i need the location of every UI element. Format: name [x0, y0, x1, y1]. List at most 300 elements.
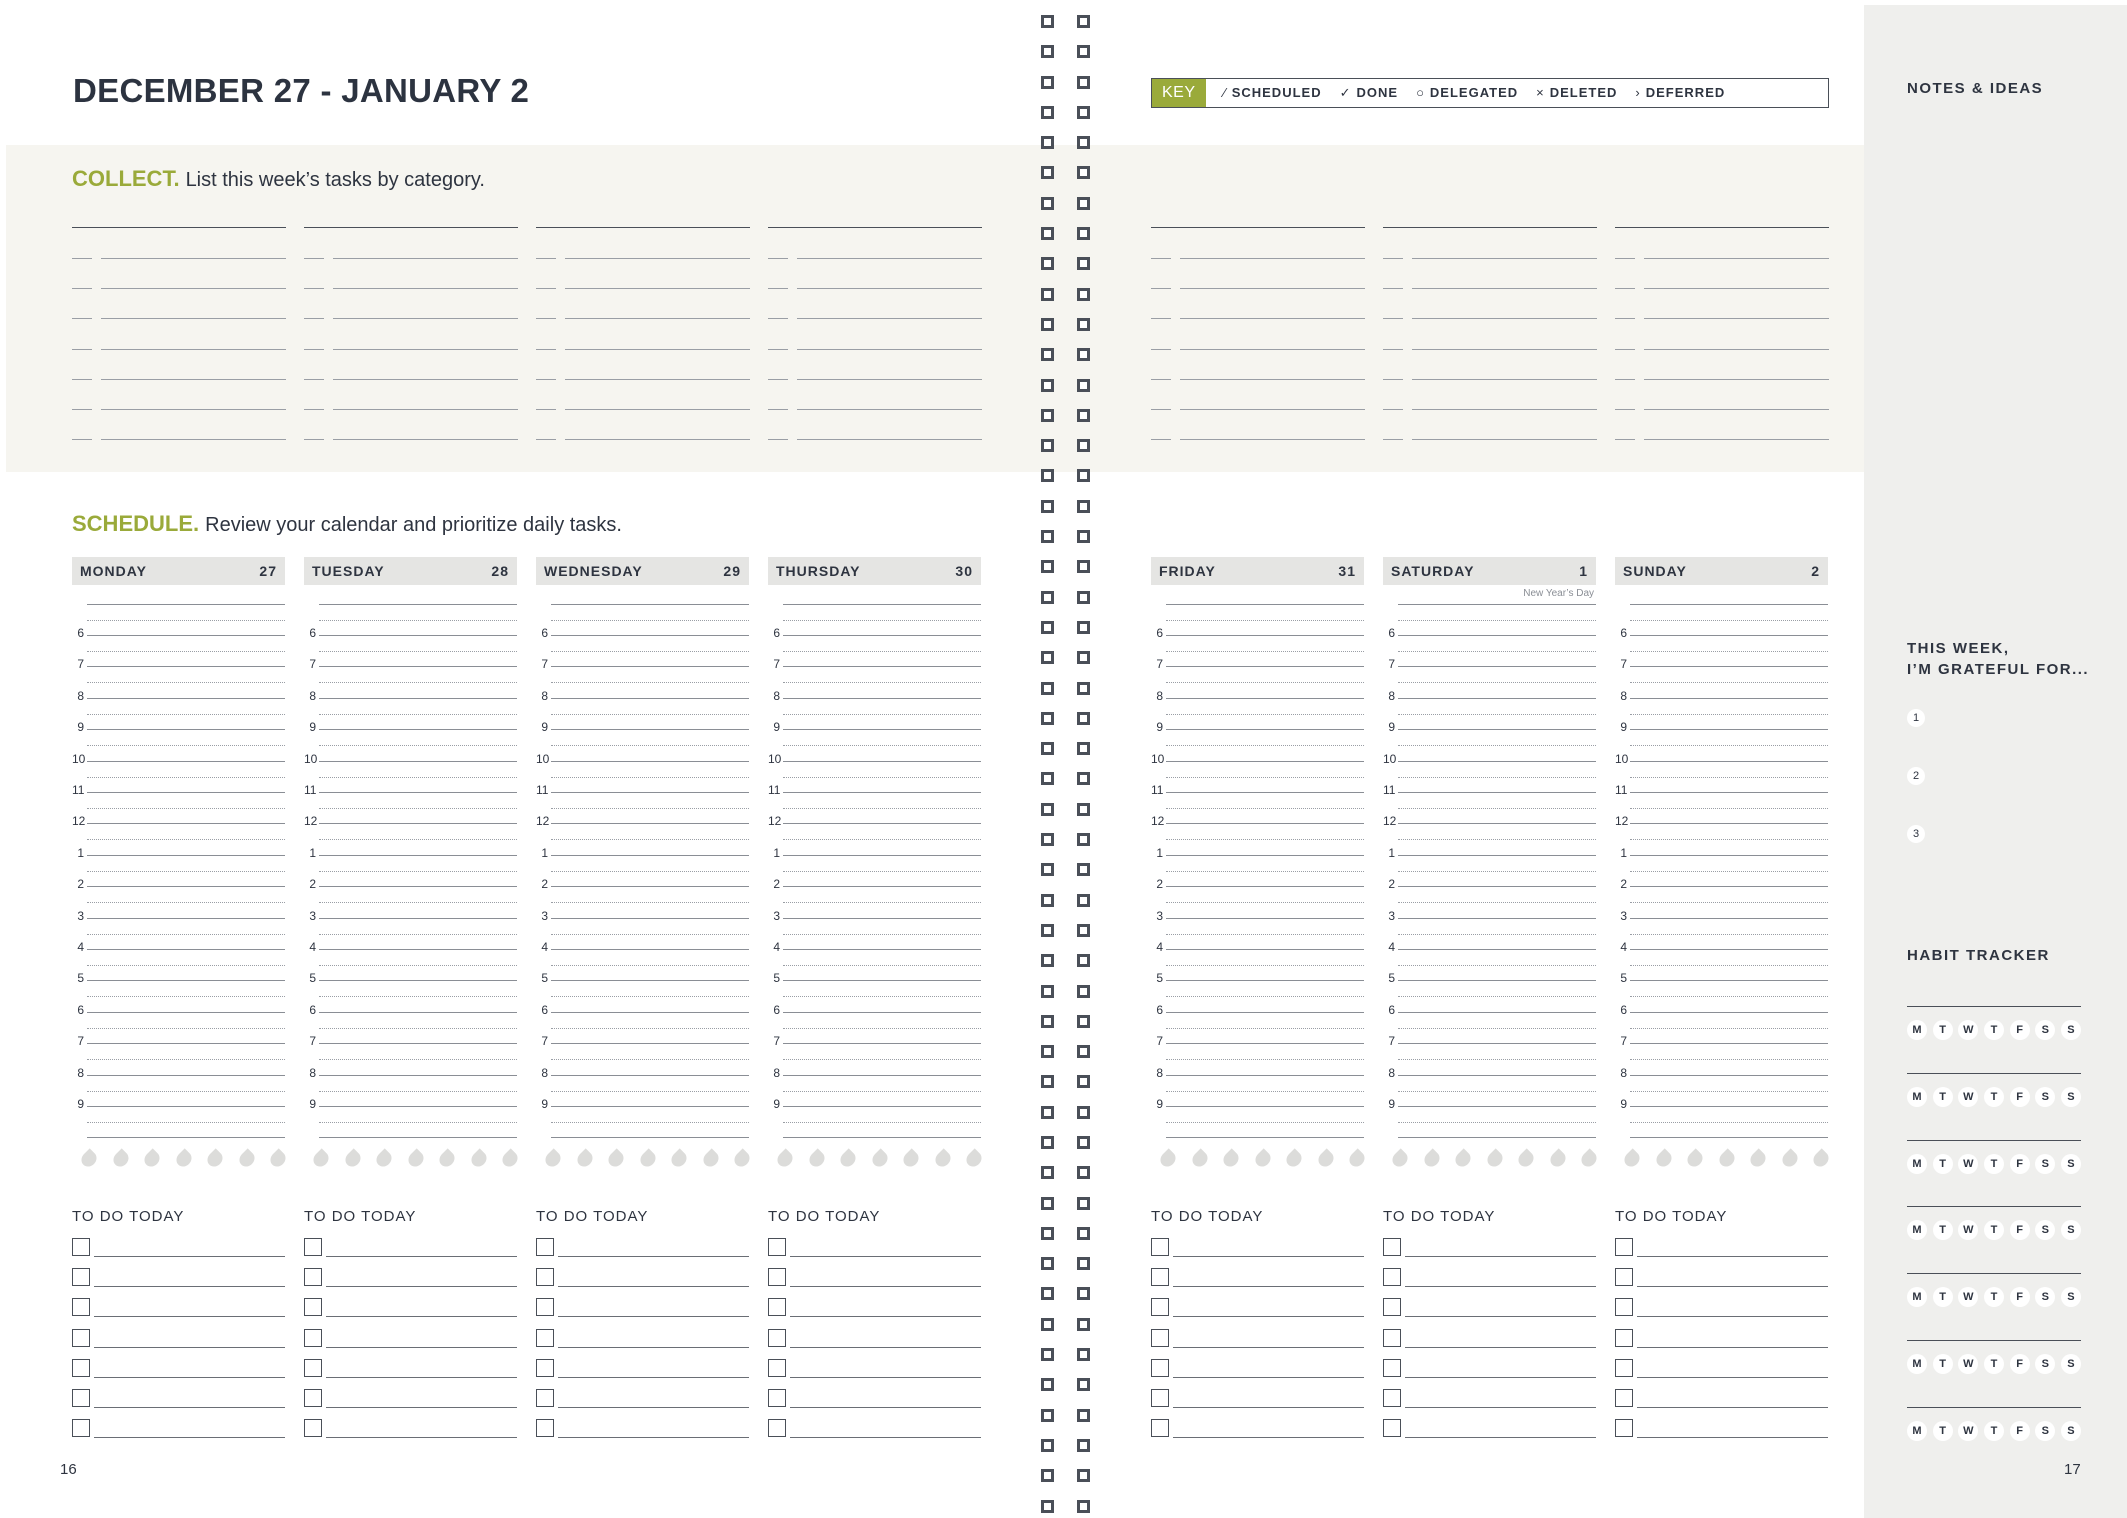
- habit-day-circle[interactable]: T: [1984, 1020, 2004, 1040]
- todo-checkbox[interactable]: [304, 1238, 322, 1256]
- collect-task-line[interactable]: [1383, 318, 1597, 320]
- hour-line[interactable]: [783, 1106, 981, 1107]
- todo-text-line[interactable]: [1637, 1437, 1828, 1438]
- habit-day-circle[interactable]: F: [2010, 1287, 2030, 1307]
- water-drop-icon[interactable]: [342, 1148, 363, 1169]
- hour-line[interactable]: [783, 666, 981, 667]
- todo-text-line[interactable]: [326, 1437, 517, 1438]
- collect-task-line[interactable]: [1615, 439, 1829, 441]
- todo-checkbox[interactable]: [1615, 1389, 1633, 1407]
- hour-line[interactable]: [1398, 1012, 1596, 1013]
- water-drop-icon[interactable]: [1220, 1148, 1241, 1169]
- hour-line[interactable]: [319, 1106, 517, 1107]
- hour-line[interactable]: [551, 1075, 749, 1076]
- habit-day-circle[interactable]: M: [1907, 1087, 1927, 1107]
- hour-line[interactable]: [1166, 823, 1364, 824]
- hour-line[interactable]: [319, 949, 517, 950]
- hour-line[interactable]: [551, 823, 749, 824]
- collect-task-line[interactable]: [768, 379, 982, 381]
- collect-task-line[interactable]: [72, 349, 286, 351]
- water-drop-icon[interactable]: [373, 1148, 394, 1169]
- collect-task-line[interactable]: [1151, 409, 1365, 411]
- todo-checkbox[interactable]: [1383, 1238, 1401, 1256]
- hour-line[interactable]: [551, 1043, 749, 1044]
- todo-text-line[interactable]: [1405, 1256, 1596, 1257]
- todo-text-line[interactable]: [1405, 1286, 1596, 1287]
- hour-line[interactable]: [551, 980, 749, 981]
- todo-text-line[interactable]: [558, 1256, 749, 1257]
- hour-line[interactable]: [783, 761, 981, 762]
- water-drop-icon[interactable]: [1283, 1148, 1304, 1169]
- hour-line[interactable]: [1630, 729, 1828, 730]
- water-drop-icon[interactable]: [1716, 1148, 1737, 1169]
- todo-text-line[interactable]: [326, 1377, 517, 1378]
- water-drop-icon[interactable]: [1515, 1148, 1536, 1169]
- hour-line[interactable]: [1630, 1012, 1828, 1013]
- todo-text-line[interactable]: [94, 1286, 285, 1287]
- hour-line[interactable]: [87, 1106, 285, 1107]
- todo-text-line[interactable]: [1637, 1256, 1828, 1257]
- habit-day-circle[interactable]: T: [1933, 1421, 1953, 1441]
- todo-checkbox[interactable]: [1615, 1419, 1633, 1437]
- hour-line[interactable]: [551, 949, 749, 950]
- hour-line[interactable]: [1166, 761, 1364, 762]
- schedule-line[interactable]: [1398, 604, 1596, 605]
- todo-text-line[interactable]: [1173, 1316, 1364, 1317]
- hour-line[interactable]: [1398, 635, 1596, 636]
- collect-task-line[interactable]: [768, 409, 982, 411]
- hour-line[interactable]: [783, 792, 981, 793]
- hour-line[interactable]: [319, 729, 517, 730]
- water-drop-icon[interactable]: [1452, 1148, 1473, 1169]
- todo-text-line[interactable]: [1637, 1286, 1828, 1287]
- hour-line[interactable]: [1166, 666, 1364, 667]
- habit-day-circle[interactable]: M: [1907, 1154, 1927, 1174]
- water-drop-icon[interactable]: [1389, 1148, 1410, 1169]
- hour-line[interactable]: [551, 761, 749, 762]
- habit-day-circle[interactable]: T: [1984, 1421, 2004, 1441]
- habit-day-circle[interactable]: S: [2035, 1287, 2055, 1307]
- habit-day-circle[interactable]: W: [1958, 1020, 1978, 1040]
- hour-line[interactable]: [783, 1075, 981, 1076]
- todo-text-line[interactable]: [790, 1316, 981, 1317]
- todo-text-line[interactable]: [326, 1407, 517, 1408]
- todo-checkbox[interactable]: [1615, 1359, 1633, 1377]
- water-drop-icon[interactable]: [963, 1148, 984, 1169]
- habit-day-circle[interactable]: T: [1933, 1354, 1953, 1374]
- collect-task-line[interactable]: [1151, 379, 1365, 381]
- hour-line[interactable]: [87, 666, 285, 667]
- habit-day-circle[interactable]: S: [2035, 1354, 2055, 1374]
- collect-task-line[interactable]: [768, 349, 982, 351]
- todo-checkbox[interactable]: [1383, 1359, 1401, 1377]
- todo-checkbox[interactable]: [768, 1359, 786, 1377]
- todo-checkbox[interactable]: [304, 1359, 322, 1377]
- hour-line[interactable]: [319, 1075, 517, 1076]
- collect-task-line[interactable]: [1615, 349, 1829, 351]
- hour-line[interactable]: [783, 855, 981, 856]
- habit-day-circle[interactable]: W: [1958, 1354, 1978, 1374]
- todo-text-line[interactable]: [326, 1316, 517, 1317]
- hour-line[interactable]: [551, 729, 749, 730]
- hour-line[interactable]: [551, 635, 749, 636]
- category-header-line[interactable]: [304, 227, 518, 228]
- collect-task-line[interactable]: [536, 439, 750, 441]
- hour-line[interactable]: [87, 980, 285, 981]
- hour-line[interactable]: [319, 1043, 517, 1044]
- hour-line[interactable]: [783, 729, 981, 730]
- collect-task-line[interactable]: [768, 318, 982, 320]
- hour-line[interactable]: [1398, 886, 1596, 887]
- hour-line[interactable]: [1398, 1043, 1596, 1044]
- water-drop-icon[interactable]: [405, 1148, 426, 1169]
- hour-line[interactable]: [319, 666, 517, 667]
- habit-name-line[interactable]: [1907, 1407, 2081, 1408]
- todo-checkbox[interactable]: [536, 1329, 554, 1347]
- hour-line[interactable]: [87, 698, 285, 699]
- todo-text-line[interactable]: [326, 1347, 517, 1348]
- hour-line[interactable]: [1630, 886, 1828, 887]
- water-drop-icon[interactable]: [1684, 1148, 1705, 1169]
- collect-task-line[interactable]: [536, 288, 750, 290]
- collect-task-line[interactable]: [1383, 258, 1597, 260]
- water-drop-icon[interactable]: [267, 1148, 288, 1169]
- hour-line[interactable]: [87, 1075, 285, 1076]
- collect-task-line[interactable]: [1383, 379, 1597, 381]
- collect-task-line[interactable]: [304, 288, 518, 290]
- todo-checkbox[interactable]: [72, 1238, 90, 1256]
- hour-line[interactable]: [1398, 823, 1596, 824]
- collect-task-line[interactable]: [1383, 349, 1597, 351]
- collect-task-line[interactable]: [304, 409, 518, 411]
- category-header-line[interactable]: [1151, 227, 1365, 228]
- hour-line[interactable]: [1398, 729, 1596, 730]
- todo-text-line[interactable]: [1173, 1437, 1364, 1438]
- schedule-line[interactable]: [783, 604, 981, 605]
- hour-line[interactable]: [551, 855, 749, 856]
- todo-checkbox[interactable]: [1151, 1359, 1169, 1377]
- todo-text-line[interactable]: [558, 1407, 749, 1408]
- todo-checkbox[interactable]: [768, 1329, 786, 1347]
- hour-line[interactable]: [1166, 729, 1364, 730]
- hour-line[interactable]: [783, 949, 981, 950]
- hour-line[interactable]: [1398, 792, 1596, 793]
- todo-checkbox[interactable]: [72, 1268, 90, 1286]
- water-drop-icon[interactable]: [806, 1148, 827, 1169]
- todo-text-line[interactable]: [94, 1407, 285, 1408]
- todo-checkbox[interactable]: [1615, 1298, 1633, 1316]
- todo-text-line[interactable]: [558, 1347, 749, 1348]
- hour-line[interactable]: [87, 855, 285, 856]
- water-drop-icon[interactable]: [574, 1148, 595, 1169]
- todo-text-line[interactable]: [94, 1437, 285, 1438]
- hour-line[interactable]: [783, 886, 981, 887]
- hour-line[interactable]: [1630, 949, 1828, 950]
- water-drop-icon[interactable]: [236, 1148, 257, 1169]
- habit-name-line[interactable]: [1907, 1140, 2081, 1141]
- water-drop-icon[interactable]: [1484, 1148, 1505, 1169]
- habit-day-circle[interactable]: F: [2010, 1220, 2030, 1240]
- category-header-line[interactable]: [768, 227, 982, 228]
- habit-day-circle[interactable]: T: [1984, 1220, 2004, 1240]
- hour-line[interactable]: [319, 823, 517, 824]
- hour-line[interactable]: [1630, 792, 1828, 793]
- todo-checkbox[interactable]: [304, 1298, 322, 1316]
- water-drop-icon[interactable]: [869, 1148, 890, 1169]
- water-drop-icon[interactable]: [78, 1148, 99, 1169]
- todo-text-line[interactable]: [94, 1347, 285, 1348]
- collect-task-line[interactable]: [536, 318, 750, 320]
- habit-name-line[interactable]: [1907, 1206, 2081, 1207]
- habit-day-circle[interactable]: S: [2061, 1087, 2081, 1107]
- hour-line[interactable]: [1166, 698, 1364, 699]
- hour-line[interactable]: [319, 761, 517, 762]
- water-drop-icon[interactable]: [700, 1148, 721, 1169]
- hour-line[interactable]: [551, 886, 749, 887]
- schedule-line[interactable]: [1166, 604, 1364, 605]
- todo-checkbox[interactable]: [768, 1298, 786, 1316]
- habit-day-circle[interactable]: T: [1933, 1287, 1953, 1307]
- todo-text-line[interactable]: [1173, 1286, 1364, 1287]
- todo-text-line[interactable]: [790, 1286, 981, 1287]
- todo-checkbox[interactable]: [536, 1298, 554, 1316]
- habit-day-circle[interactable]: S: [2061, 1020, 2081, 1040]
- todo-text-line[interactable]: [1405, 1377, 1596, 1378]
- hour-line[interactable]: [783, 1012, 981, 1013]
- hour-line[interactable]: [87, 792, 285, 793]
- habit-day-circle[interactable]: S: [2035, 1421, 2055, 1441]
- water-drop-icon[interactable]: [436, 1148, 457, 1169]
- todo-checkbox[interactable]: [768, 1389, 786, 1407]
- todo-text-line[interactable]: [558, 1286, 749, 1287]
- collect-task-line[interactable]: [1383, 439, 1597, 441]
- hour-line[interactable]: [1630, 666, 1828, 667]
- hour-line[interactable]: [87, 918, 285, 919]
- collect-task-line[interactable]: [304, 439, 518, 441]
- collect-task-line[interactable]: [768, 288, 982, 290]
- hour-line[interactable]: [87, 635, 285, 636]
- collect-task-line[interactable]: [72, 409, 286, 411]
- habit-day-circle[interactable]: T: [1984, 1354, 2004, 1374]
- hour-line[interactable]: [1398, 698, 1596, 699]
- water-drop-icon[interactable]: [173, 1148, 194, 1169]
- hour-line[interactable]: [1398, 666, 1596, 667]
- collect-task-line[interactable]: [1151, 288, 1365, 290]
- todo-text-line[interactable]: [1173, 1347, 1364, 1348]
- hour-line[interactable]: [1166, 949, 1364, 950]
- hour-line[interactable]: [1630, 761, 1828, 762]
- collect-task-line[interactable]: [536, 258, 750, 260]
- todo-checkbox[interactable]: [304, 1419, 322, 1437]
- todo-text-line[interactable]: [1637, 1347, 1828, 1348]
- todo-checkbox[interactable]: [1615, 1268, 1633, 1286]
- collect-task-line[interactable]: [304, 318, 518, 320]
- category-header-line[interactable]: [1383, 227, 1597, 228]
- habit-day-circle[interactable]: S: [2035, 1087, 2055, 1107]
- collect-task-line[interactable]: [768, 439, 982, 441]
- habit-day-circle[interactable]: M: [1907, 1020, 1927, 1040]
- habit-day-circle[interactable]: W: [1958, 1287, 1978, 1307]
- todo-text-line[interactable]: [326, 1256, 517, 1257]
- todo-text-line[interactable]: [94, 1316, 285, 1317]
- schedule-line[interactable]: [1166, 1137, 1364, 1138]
- collect-task-line[interactable]: [1615, 258, 1829, 260]
- hour-line[interactable]: [1630, 698, 1828, 699]
- habit-day-circle[interactable]: T: [1933, 1020, 1953, 1040]
- habit-day-circle[interactable]: S: [2061, 1154, 2081, 1174]
- hour-line[interactable]: [1398, 1106, 1596, 1107]
- hour-line[interactable]: [1166, 1012, 1364, 1013]
- hour-line[interactable]: [783, 823, 981, 824]
- collect-task-line[interactable]: [72, 379, 286, 381]
- water-drop-icon[interactable]: [837, 1148, 858, 1169]
- water-drop-icon[interactable]: [668, 1148, 689, 1169]
- hour-line[interactable]: [551, 698, 749, 699]
- hour-line[interactable]: [1166, 635, 1364, 636]
- todo-checkbox[interactable]: [1151, 1329, 1169, 1347]
- hour-line[interactable]: [1630, 1043, 1828, 1044]
- todo-text-line[interactable]: [1173, 1377, 1364, 1378]
- schedule-line[interactable]: [551, 604, 749, 605]
- habit-day-circle[interactable]: S: [2061, 1354, 2081, 1374]
- habit-name-line[interactable]: [1907, 1006, 2081, 1007]
- hour-line[interactable]: [551, 1012, 749, 1013]
- collect-task-line[interactable]: [304, 349, 518, 351]
- hour-line[interactable]: [551, 1106, 749, 1107]
- hour-line[interactable]: [783, 980, 981, 981]
- todo-checkbox[interactable]: [1383, 1268, 1401, 1286]
- habit-day-circle[interactable]: S: [2035, 1220, 2055, 1240]
- hour-line[interactable]: [1166, 1043, 1364, 1044]
- hour-line[interactable]: [319, 918, 517, 919]
- todo-checkbox[interactable]: [72, 1329, 90, 1347]
- todo-checkbox[interactable]: [1151, 1298, 1169, 1316]
- todo-text-line[interactable]: [1637, 1316, 1828, 1317]
- todo-text-line[interactable]: [790, 1407, 981, 1408]
- collect-task-line[interactable]: [1615, 318, 1829, 320]
- collect-task-line[interactable]: [1615, 379, 1829, 381]
- hour-line[interactable]: [1630, 855, 1828, 856]
- water-drop-icon[interactable]: [1252, 1148, 1273, 1169]
- hour-line[interactable]: [1166, 855, 1364, 856]
- schedule-line[interactable]: [551, 1137, 749, 1138]
- schedule-line[interactable]: [87, 604, 285, 605]
- todo-text-line[interactable]: [94, 1256, 285, 1257]
- water-drop-icon[interactable]: [1810, 1148, 1831, 1169]
- water-drop-icon[interactable]: [542, 1148, 563, 1169]
- habit-day-circle[interactable]: W: [1958, 1421, 1978, 1441]
- water-drop-icon[interactable]: [1315, 1148, 1336, 1169]
- todo-checkbox[interactable]: [1615, 1238, 1633, 1256]
- water-drop-icon[interactable]: [204, 1148, 225, 1169]
- todo-checkbox[interactable]: [304, 1329, 322, 1347]
- water-drop-icon[interactable]: [1653, 1148, 1674, 1169]
- water-drop-icon[interactable]: [1779, 1148, 1800, 1169]
- habit-day-circle[interactable]: T: [1933, 1087, 1953, 1107]
- habit-day-circle[interactable]: F: [2010, 1354, 2030, 1374]
- todo-text-line[interactable]: [558, 1437, 749, 1438]
- hour-line[interactable]: [1398, 980, 1596, 981]
- habit-day-circle[interactable]: F: [2010, 1087, 2030, 1107]
- collect-task-line[interactable]: [304, 379, 518, 381]
- hour-line[interactable]: [87, 823, 285, 824]
- category-header-line[interactable]: [72, 227, 286, 228]
- hour-line[interactable]: [1630, 1075, 1828, 1076]
- todo-checkbox[interactable]: [72, 1419, 90, 1437]
- todo-checkbox[interactable]: [1383, 1329, 1401, 1347]
- water-drop-icon[interactable]: [1189, 1148, 1210, 1169]
- habit-day-circle[interactable]: W: [1958, 1220, 1978, 1240]
- water-drop-icon[interactable]: [1421, 1148, 1442, 1169]
- habit-day-circle[interactable]: T: [1984, 1087, 2004, 1107]
- schedule-line[interactable]: [1630, 1137, 1828, 1138]
- hour-line[interactable]: [1398, 1075, 1596, 1076]
- hour-line[interactable]: [319, 980, 517, 981]
- habit-day-circle[interactable]: S: [2035, 1154, 2055, 1174]
- hour-line[interactable]: [551, 792, 749, 793]
- hour-line[interactable]: [319, 1012, 517, 1013]
- collect-task-line[interactable]: [536, 349, 750, 351]
- water-drop-icon[interactable]: [1747, 1148, 1768, 1169]
- water-drop-icon[interactable]: [900, 1148, 921, 1169]
- todo-checkbox[interactable]: [72, 1298, 90, 1316]
- todo-checkbox[interactable]: [1151, 1389, 1169, 1407]
- hour-line[interactable]: [319, 855, 517, 856]
- todo-checkbox[interactable]: [1151, 1268, 1169, 1286]
- hour-line[interactable]: [87, 729, 285, 730]
- todo-text-line[interactable]: [790, 1377, 981, 1378]
- todo-text-line[interactable]: [790, 1347, 981, 1348]
- todo-checkbox[interactable]: [304, 1268, 322, 1286]
- collect-task-line[interactable]: [768, 258, 982, 260]
- todo-checkbox[interactable]: [536, 1389, 554, 1407]
- todo-checkbox[interactable]: [1151, 1238, 1169, 1256]
- hour-line[interactable]: [87, 1043, 285, 1044]
- habit-day-circle[interactable]: F: [2010, 1020, 2030, 1040]
- hour-line[interactable]: [1398, 918, 1596, 919]
- todo-text-line[interactable]: [558, 1316, 749, 1317]
- category-header-line[interactable]: [1615, 227, 1829, 228]
- habit-day-circle[interactable]: W: [1958, 1087, 1978, 1107]
- water-drop-icon[interactable]: [1621, 1148, 1642, 1169]
- habit-day-circle[interactable]: T: [1933, 1220, 1953, 1240]
- schedule-line[interactable]: [783, 1137, 981, 1138]
- hour-line[interactable]: [551, 666, 749, 667]
- collect-task-line[interactable]: [1383, 288, 1597, 290]
- water-drop-icon[interactable]: [605, 1148, 626, 1169]
- habit-day-circle[interactable]: S: [2061, 1287, 2081, 1307]
- hour-line[interactable]: [1630, 980, 1828, 981]
- collect-task-line[interactable]: [1151, 318, 1365, 320]
- hour-line[interactable]: [1630, 823, 1828, 824]
- todo-checkbox[interactable]: [536, 1238, 554, 1256]
- todo-text-line[interactable]: [1173, 1407, 1364, 1408]
- hour-line[interactable]: [1166, 918, 1364, 919]
- hour-line[interactable]: [1630, 1106, 1828, 1107]
- collect-task-line[interactable]: [536, 409, 750, 411]
- todo-checkbox[interactable]: [1615, 1329, 1633, 1347]
- todo-text-line[interactable]: [1405, 1316, 1596, 1317]
- water-drop-icon[interactable]: [637, 1148, 658, 1169]
- todo-text-line[interactable]: [94, 1377, 285, 1378]
- habit-day-circle[interactable]: M: [1907, 1354, 1927, 1374]
- todo-text-line[interactable]: [1405, 1347, 1596, 1348]
- habit-day-circle[interactable]: M: [1907, 1287, 1927, 1307]
- hour-line[interactable]: [1166, 792, 1364, 793]
- hour-line[interactable]: [319, 698, 517, 699]
- schedule-line[interactable]: [1630, 604, 1828, 605]
- schedule-line[interactable]: [1398, 1137, 1596, 1138]
